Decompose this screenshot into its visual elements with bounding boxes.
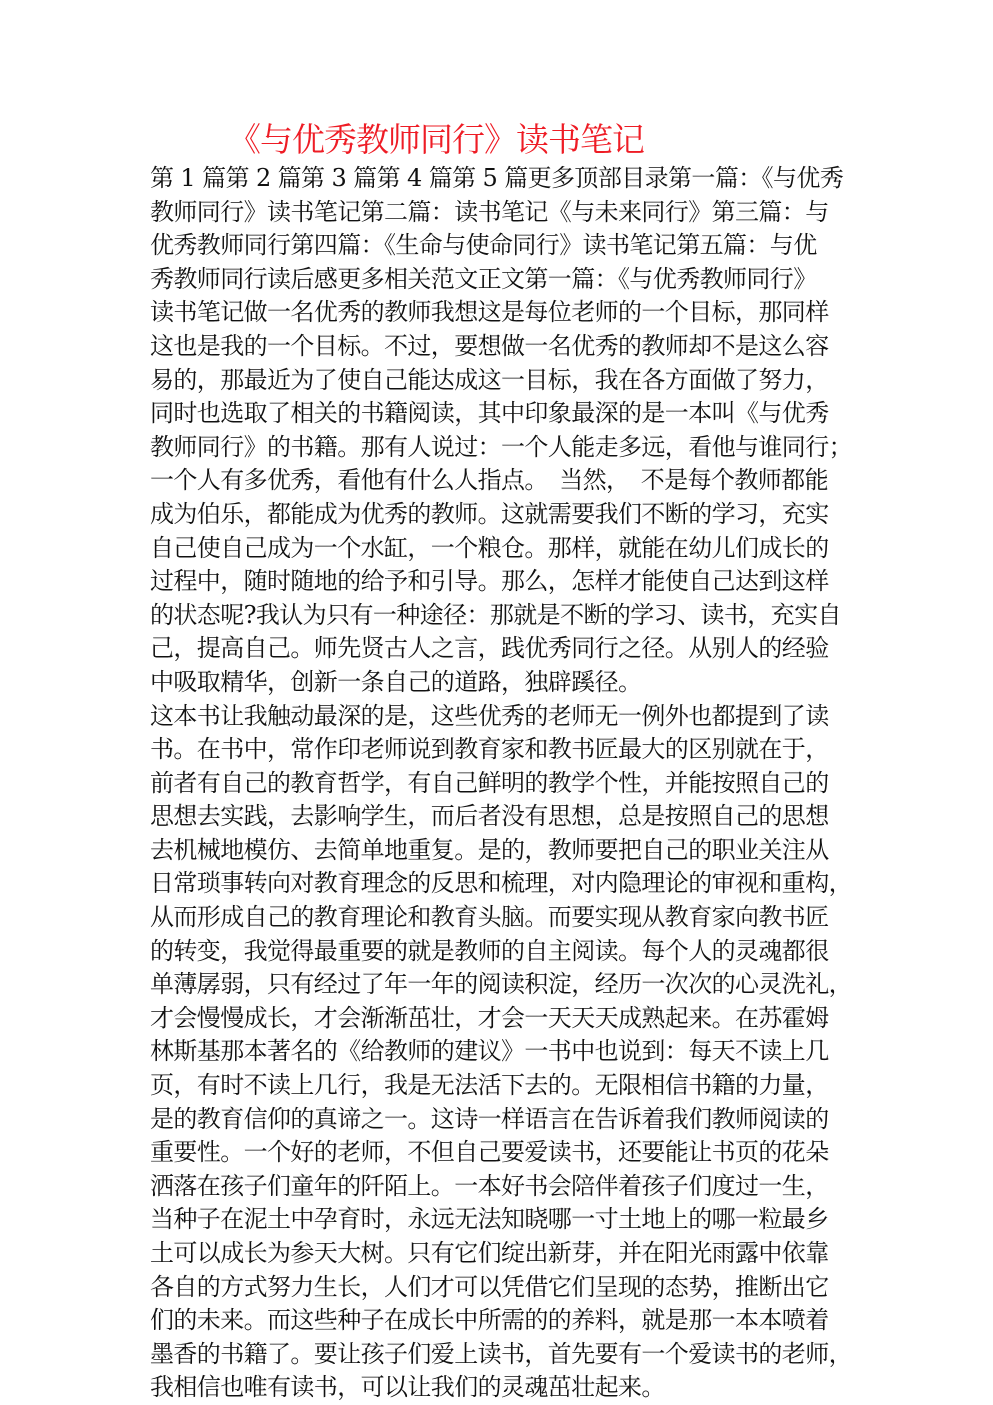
text-line: 书。在书中，常作印老师说到教育家和教书匠最大的区别就在于， (150, 735, 829, 764)
text-line: 读书笔记做一名优秀的教师我想这是每位老师的一个目标，那同样 (150, 298, 829, 327)
text-line: 成为伯乐，都能成为优秀的教师。这就需要我们不断的学习，充实 (150, 499, 829, 528)
text-line: 林斯基那本著名的《给教师的建议》一书中也说到：每天不读上几 (150, 1037, 829, 1066)
text-line: 的状态呢?我认为只有一种途径：那就是不断的学习、读书，充实自 (150, 600, 841, 629)
document-title: 《与优秀教师同行》读书笔记 (228, 120, 644, 159)
text-line: 当种子在泥土中孕育时，永远无法知晓哪一寸土地上的哪一粒最乡 (150, 1205, 829, 1234)
text-line: 第 1 篇第 2 篇第 3 篇第 4 篇第 5 篇更多顶部目录第一篇：《与优秀 (150, 164, 844, 192)
text-line: 这也是我的一个目标。不过，要想做一名优秀的教师却不是这么容 (150, 331, 829, 360)
text-line: 教师同行》读书笔记第二篇：读书笔记《与未来同行》第三篇：与 (150, 197, 829, 226)
text-line: 自己使自己成为一个水缸，一个粮仓。那样，就能在幼儿们成长的 (150, 533, 829, 562)
text-line: 重要性。一个好的老师，不但自己要爱读书，还要能让书页的花朵 (150, 1138, 829, 1167)
text-line: 是的教育信仰的真谛之一。这诗一样语言在告诉着我们教师阅读的 (150, 1104, 829, 1133)
text-line: 各自的方式努力生长，人们才可以凭借它们呈现的态势，推断出它 (150, 1272, 829, 1301)
text-line: 优秀教师同行第四篇：《生命与使命同行》读书笔记第五篇：与优 (150, 231, 817, 260)
text-line: 思想去实践，去影响学生，而后者没有思想，总是按照自己的思想 (150, 802, 829, 831)
text-line: 们的未来。而这些种子在成长中所需的的养料，就是那一本本喷着 (150, 1306, 829, 1335)
text-line: 才会慢慢成长，才会渐渐茁壮，才会一天天天成熟起来。在苏霍姆 (150, 1003, 829, 1032)
text-line: 前者有自己的教育哲学，有自己鲜明的教学个性，并能按照自己的 (150, 768, 829, 797)
text-line: 土可以成长为参天大树。只有它们绽出新芽，并在阳光雨露中依靠 (150, 1239, 829, 1267)
text-line: 日常琐事转向对教育理念的反思和梳理，对内隐理论的审视和重构， (150, 869, 852, 898)
text-line: 过程中，随时随地的给予和引导。那么，怎样才能使自己达到这样 (150, 567, 829, 596)
text-line: 秀教师同行读后感更多相关范文正文第一篇：《与优秀教师同行》 (150, 264, 817, 293)
text-line: 去机械地模仿、去简单地重复。是的，教师要把自己的职业关注从 (150, 835, 829, 864)
text-line: 这本书让我触动最深的是，这些优秀的老师无一例外也都提到了读 (150, 701, 829, 730)
text-line: 从而形成自己的教育理论和教育头脑。而要实现从教育家向教书匠 (150, 903, 829, 932)
text-line: 我相信也唯有读书，可以让我们的灵魂茁壮起来。 (150, 1373, 665, 1402)
text-line: 洒落在孩子们童年的阡陌上。一本好书会陪伴着孩子们度过一生， (150, 1171, 829, 1200)
text-line: 同时也选取了相关的书籍阅读，其中印象最深的是一本叫《与优秀 (150, 399, 829, 428)
text-line: 教师同行》的书籍。那有人说过：一个人能走多远，看他与谁同行； (150, 432, 852, 461)
text-line: 的转变，我觉得最重要的就是教师的自主阅读。每个人的灵魂都很 (150, 936, 829, 965)
text-line: 易的，那最近为了使自己能达成这一目标，我在各方面做了努力， (150, 365, 829, 394)
text-line: 中吸取精华，创新一条自己的道路，独辟蹊径。 (150, 667, 642, 696)
text-line: 墨香的书籍了。要让孩子们爱上读书，首先要有一个爱读书的老师， (150, 1339, 852, 1368)
text-line: 己，提高自己。师先贤古人之言，践优秀同行之径。从别人的经验 (150, 634, 829, 663)
document-body (150, 162, 850, 1405)
text-line: 单薄孱弱，只有经过了年一年的阅读积淀，经历一次次的心灵洗礼， (150, 970, 852, 999)
text-line: 一个人有多优秀，看他有什么人指点。 当然， 不是每个教师都能 (150, 466, 828, 495)
text-line: 页，有时不读上几行，我是无法活下去的。无限相信书籍的力量， (150, 1071, 829, 1100)
